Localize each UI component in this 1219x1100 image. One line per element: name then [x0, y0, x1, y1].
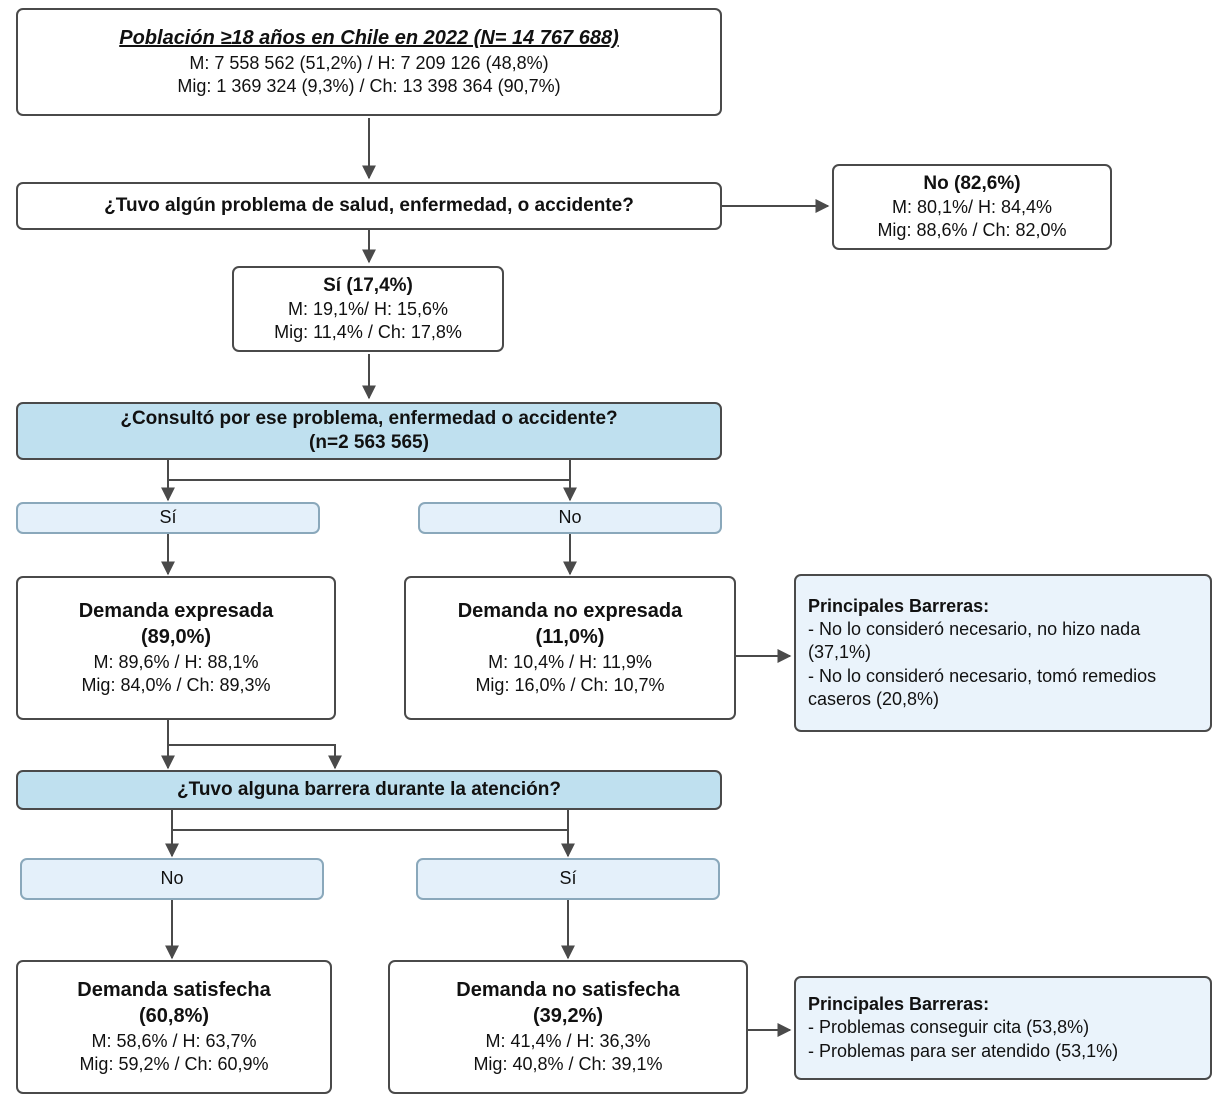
node-si-problema-line1: M: 19,1%/ H: 15,6%	[287, 299, 449, 320]
node-demanda-satisfecha-line1: M: 58,6% / H: 63,7%	[91, 1030, 257, 1051]
node-pregunta-problema	[16, 182, 722, 230]
node-consulto-si-label: Sí	[159, 507, 177, 528]
node-demanda-no-expresada	[404, 576, 736, 720]
node-pregunta-consulto-n: (n=2 563 565)	[309, 432, 429, 453]
node-si-problema	[232, 266, 504, 352]
node-pregunta-barrera	[16, 770, 722, 810]
node-si-problema-line2: Mig: 11,4% / Ch: 17,8%	[274, 322, 462, 343]
node-barreras-no-satisfecha	[794, 976, 1212, 1080]
node-demanda-no-satisfecha-pct: (39,2%)	[532, 1004, 604, 1027]
node-barreras-no-expresada	[794, 574, 1212, 732]
node-demanda-expresada	[16, 576, 336, 720]
node-consulto-no-label: No	[558, 507, 582, 528]
node-poblacion-line2: Mig: 1 369 324 (9,3%) / Ch: 13 398 364 (90,7%)	[177, 75, 561, 96]
node-demanda-no-satisfecha-line2: Mig: 40,8% / Ch: 39,1%	[473, 1053, 663, 1074]
node-no-problema-line1: M: 80,1%/ H: 84,4%	[891, 197, 1053, 218]
node-demanda-satisfecha-title: Demanda satisfecha	[77, 979, 271, 1002]
node-demanda-no-satisfecha-title: Demanda no satisfecha	[456, 979, 680, 1002]
node-no-problema-title: No (82,6%)	[923, 172, 1021, 194]
node-demanda-satisfecha-line2: Mig: 59,2% / Ch: 60,9%	[79, 1053, 269, 1074]
node-demanda-no-expresada-line1: M: 10,4% / H: 11,9%	[488, 651, 652, 672]
node-demanda-satisfecha	[16, 960, 332, 1094]
node-barreras-no-expresada-line2: - No lo consideró necesario, tomó remedios caseros (20,8%)	[808, 665, 1157, 710]
node-barreras-no-satisfecha-line1: - Problemas conseguir cita (53,8%)	[808, 1017, 1090, 1038]
node-barreras-no-expresada-title: Principales Barreras:	[808, 595, 990, 616]
node-poblacion-title: Población ≥18 años en Chile en 2022 (N= 14 767 688)	[119, 27, 619, 50]
node-demanda-no-expresada-line2: Mig: 16,0% / Ch: 10,7%	[475, 674, 665, 695]
node-barrera-si-label: Sí	[559, 868, 577, 889]
node-pregunta-barrera-title: ¿Tuvo alguna barrera durante la atención?	[177, 778, 561, 800]
node-barreras-no-satisfecha-title: Principales Barreras:	[808, 993, 990, 1014]
node-poblacion-line1: M: 7 558 562 (51,2%) / H: 7 209 126 (48,8%)	[189, 52, 549, 73]
node-si-problema-title: Sí (17,4%)	[323, 274, 413, 296]
node-consulto-no	[418, 502, 722, 534]
node-demanda-no-expresada-pct: (11,0%)	[535, 625, 605, 648]
node-poblacion	[16, 8, 722, 116]
node-demanda-expresada-title: Demanda expresada	[78, 600, 274, 623]
node-demanda-expresada-line1: M: 89,6% / H: 88,1%	[93, 651, 259, 672]
node-barrera-si	[416, 858, 720, 900]
node-no-problema	[832, 164, 1112, 250]
node-no-problema-line2: Mig: 88,6% / Ch: 82,0%	[877, 220, 1067, 241]
node-barreras-no-satisfecha-line2: - Problemas para ser atendido (53,1%)	[808, 1040, 1119, 1061]
node-pregunta-consulto	[16, 402, 722, 460]
node-demanda-expresada-pct: (89,0%)	[140, 625, 212, 648]
node-barreras-no-expresada-line1: - No lo consideró necesario, no hizo nada (37,1%)	[808, 618, 1141, 663]
node-demanda-no-satisfecha	[388, 960, 748, 1094]
node-pregunta-problema-title: ¿Tuvo algún problema de salud, enfermedad, o accidente?	[104, 194, 634, 216]
node-demanda-expresada-line2: Mig: 84,0% / Ch: 89,3%	[81, 674, 271, 695]
node-demanda-no-expresada-title: Demanda no expresada	[457, 600, 683, 623]
node-barrera-no-label: No	[160, 868, 184, 889]
node-barrera-no	[20, 858, 324, 900]
node-demanda-satisfecha-pct: (60,8%)	[138, 1004, 210, 1027]
node-pregunta-consulto-title: ¿Consultó por ese problema, enfermedad o accidente?	[120, 407, 618, 429]
node-demanda-no-satisfecha-line1: M: 41,4% / H: 36,3%	[485, 1030, 651, 1051]
node-consulto-si	[16, 502, 320, 534]
